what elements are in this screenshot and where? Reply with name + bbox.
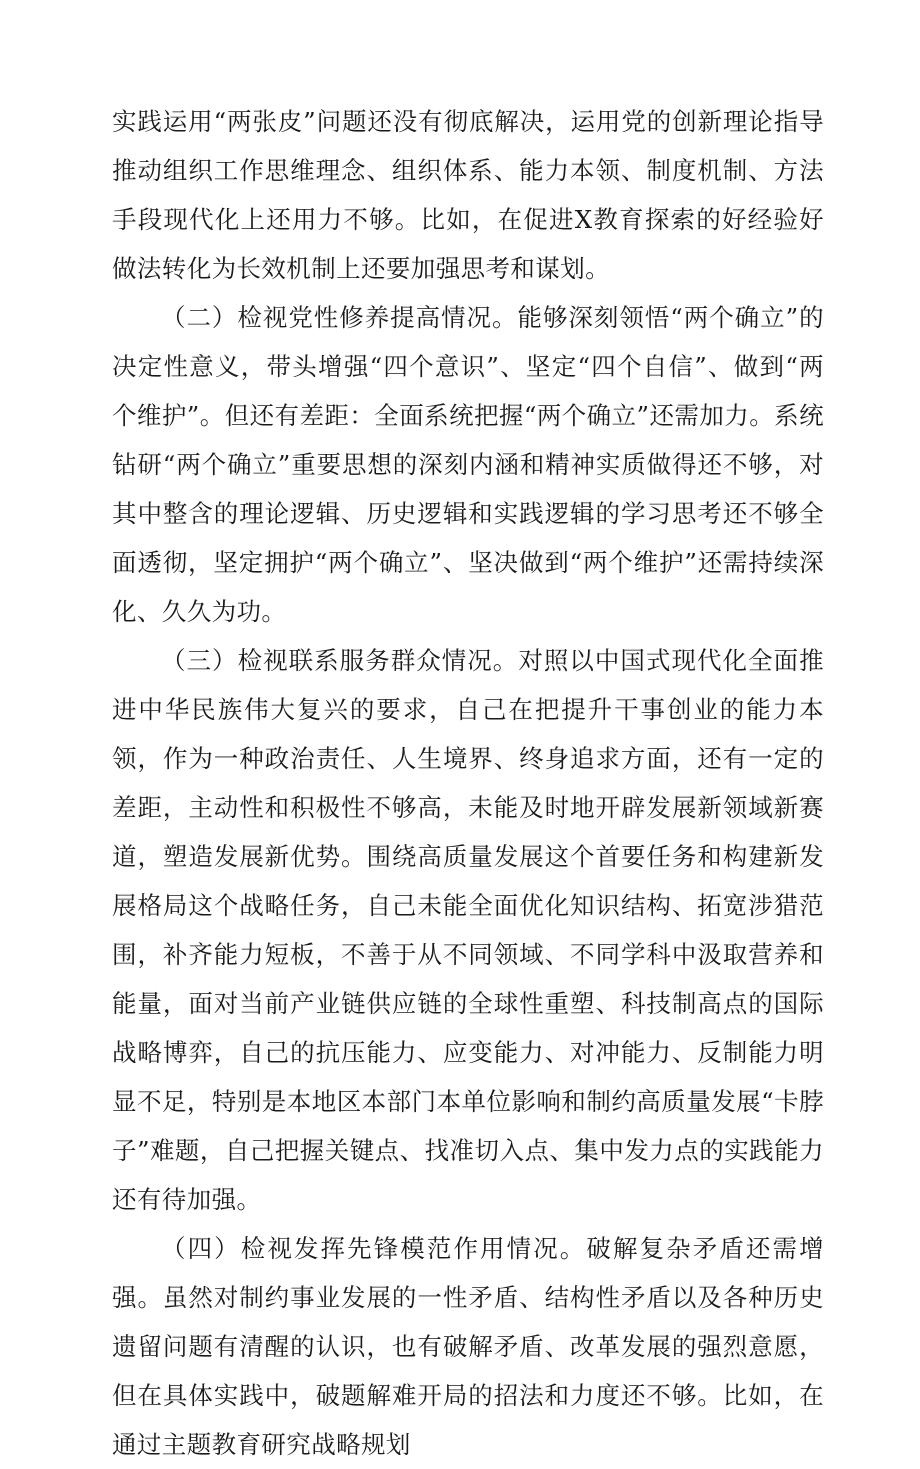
paragraph-party-spirit: （二）检视党性修养提高情况。能够深刻领悟“两个确立”的决定性意义，带头增强“四个意识”、坚定“四个自信”、做到“两个维护”。但还有差距：全面系统把握“两个确立”还需加力。系统钻研“两个确立”重要思想的深刻内涵和精神实质做得还不够，对其中整含的理论逻辑、历史逻辑和实践逻辑的学习思考还不够全面透彻，坚定拥护“两个确立”、坚决做到“两个维护”还需持续深化、久久为功。 bbox=[112, 303, 824, 626]
paragraph-serving-masses: （三）检视联系服务群众情况。对照以中国式现代化全面推进中华民族伟大复兴的要求，自己在把提升干事创业的能力本领，作为一种政治责任、人生境界、终身追求方面，还有一定的差距，主动性和积极性不够高，未能及时地开辟发展新领域新赛道，塑造发展新优势。围绕高质量发展这个首要任务和构建新发展格局这个战略任务，自己未能全面优化知识结构、拓宽涉猎范围，补齐能力短板，不善于从不同领域、不同学科中汲取营养和能量，面对当前产业链供应链的全球性重塑、科技制高点的国际战略博弈，自己的抗压能力、应变能力、对冲能力、反制能力明显不足，特别是本地区本部门本单位影响和制约高质量发展“卡脖子”难题，自己把握关键点、找准切入点、集中发力点的实践能力还有待加强。 bbox=[112, 646, 824, 1214]
paragraph-vanguard-role: （四）检视发挥先锋模范作用情况。破解复杂矛盾还需增强。虽然对制约事业发展的一性矛盾、结构性矛盾以及各种历史遗留问题有清醒的认识，也有破解矛盾、改革发展的强烈意愿，但在具体实践中，破题解难开局的招法和力度还不够。比如，在通过主题教育研究战略规划 bbox=[112, 1234, 824, 1459]
paragraph-continuation: 实践运用“两张皮”问题还没有彻底解决，运用党的创新理论指导推动组织工作思维理念、组织体系、能力本领、制度机制、方法手段现代化上还用力不够。比如，在促进X教育探索的好经验好做法转化为长效机制上还要加强思考和谋划。 bbox=[112, 107, 824, 283]
document-body bbox=[112, 97, 824, 1469]
